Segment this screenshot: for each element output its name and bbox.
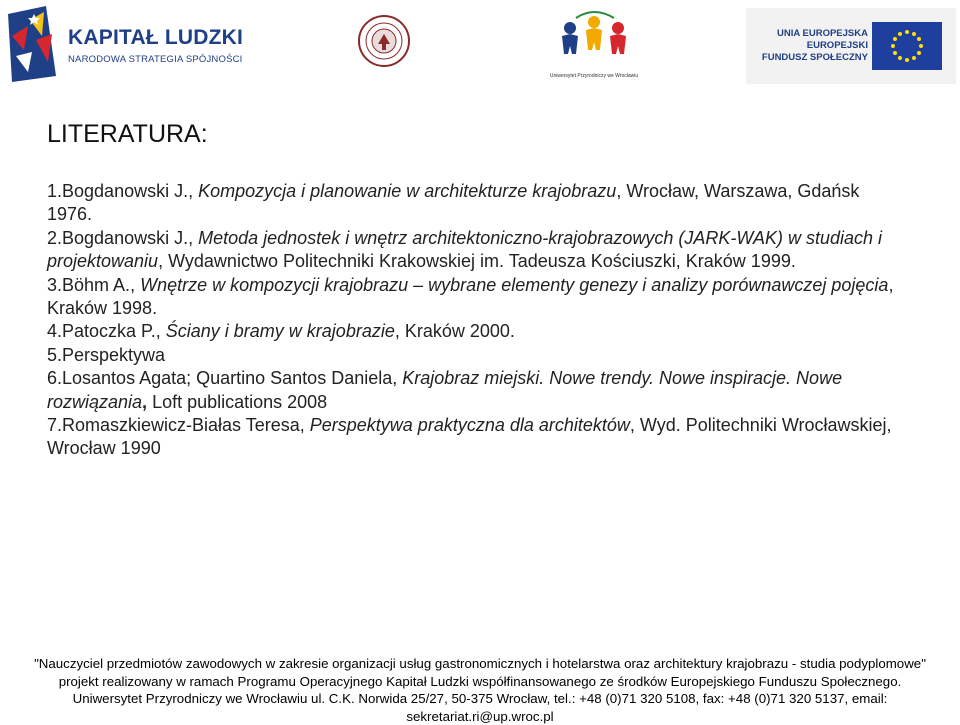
- reference-details: , Wydawnictwo Politechniki Krakowskiej im. Tadeusza Kościuszki, Kraków 1999.: [158, 251, 796, 272]
- footer-address: Uniwersytet Przyrodniczy we Wrocławiu ul. C.K. Norwida 25/27, 50-375 Wrocław, tel.: +48 (0)71 320 5108, fax: +48 (0)71 320 5137, email:: [72, 691, 888, 706]
- reference-author: Losantos Agata; Quartino Santos Daniela,: [62, 368, 403, 389]
- reference-author: Bogdanowski J.: [62, 227, 189, 248]
- eu-logo: [746, 8, 956, 84]
- footer: [0, 655, 960, 725]
- eu-flag-icon: [872, 22, 942, 70]
- reference-separator: ,: [188, 181, 199, 201]
- kapital-ludzki-emblem-icon: [6, 6, 58, 82]
- reference-list: [47, 180, 907, 461]
- reference-separator: ,: [130, 274, 141, 295]
- reference-details: , Kraków 2000.: [394, 321, 515, 342]
- reference-number: 1.: [47, 181, 63, 201]
- reference-item: [47, 414, 907, 461]
- reference-number: 2.: [47, 227, 63, 248]
- kapital-ludzki-logo: [6, 6, 246, 84]
- university-seal-icon: [357, 14, 411, 68]
- reference-title: Krajobraz miejski. Nowe trendy. Nowe inspiracje. Nowe rozwiązania: [47, 368, 843, 412]
- reference-number: 7.: [47, 415, 63, 436]
- reference-author: Bogdanowski J.: [62, 181, 189, 201]
- reference-item: [47, 320, 907, 343]
- footer-email: sekretariat.ri@up.wroc.pl: [406, 708, 554, 724]
- kapital-ludzki-title: KAPITAŁ LUDZKI: [68, 26, 244, 49]
- kapital-ludzki-subtitle: NARODOWA STRATEGIA SPÓJNOŚCI: [68, 54, 243, 65]
- reference-author: Romaszkiewicz-Białas Teresa,: [62, 415, 310, 436]
- footer-project-title: "Nauczyciel przedmiotów zawodowych w zakresie organizacji usług gastronomicznych i hotelarstwa oraz architektury krajobrazu - studia podyplomowe": [34, 656, 926, 671]
- reference-separator: ,: [188, 227, 199, 248]
- children-figures-icon: [548, 8, 640, 68]
- reference-separator: ,: [155, 321, 166, 342]
- eu-text: [758, 28, 868, 64]
- reference-item: [47, 227, 907, 274]
- reference-item: [47, 274, 907, 321]
- reference-details: , Kraków 1998.: [47, 274, 894, 319]
- nauczyciel-caption: Uniwersytet Przyrodniczy we Wrocławiu: [549, 73, 639, 79]
- reference-item: [47, 367, 907, 414]
- eu-line-2: EUROPEJSKI: [806, 40, 868, 51]
- reference-number: 3.: [47, 274, 63, 295]
- reference-title: Perspektywa praktyczna dla architektów: [309, 415, 630, 436]
- page-title: LITERATURA:: [47, 120, 208, 148]
- reference-number: 5.: [47, 344, 63, 365]
- reference-title: Kompozycja i planowanie w architekturze krajobrazu: [198, 181, 617, 201]
- eu-line-3: FUNDUSZ SPOŁECZNY: [761, 52, 868, 63]
- reference-title: Metoda jednostek i wnętrz architektoniczno-krajobrazowych (JARK-WAK) w studiach i projektowaniu: [47, 227, 883, 272]
- reference-item: [47, 344, 907, 367]
- reference-separator: ,: [142, 391, 148, 412]
- nauczyciel-logo: [548, 8, 640, 79]
- reference-item: [47, 180, 907, 227]
- reference-details: , Wyd. Politechniki Wrocławskiej, Wrocław 1990: [47, 415, 892, 459]
- logo-bar: [0, 0, 960, 95]
- reference-title: Wnętrze w kompozycji krajobrazu – wybrane elementy genezy i analizy porównawczej pojęcia: [140, 274, 889, 295]
- footer-funding-note: projekt realizowany w ramach Programu Operacyjnego Kapitał Ludzki współfinansowanego ze środków Europejskiego Funduszu Społecznego.: [58, 673, 902, 689]
- reference-title: Ściany i bramy w krajobrazie: [165, 321, 395, 342]
- reference-number: 4.: [47, 321, 63, 342]
- reference-details: , Wrocław, Warszawa, Gdańsk 1976.: [47, 181, 860, 225]
- eu-line-1: UNIA EUROPEJSKA: [777, 28, 868, 39]
- reference-number: 6.: [47, 368, 63, 389]
- reference-details: Loft publications 2008: [147, 391, 328, 412]
- reference-author: Patoczka P.: [62, 321, 156, 342]
- reference-author: Perspektywa: [62, 344, 166, 365]
- reference-author: Böhm A.: [62, 274, 131, 295]
